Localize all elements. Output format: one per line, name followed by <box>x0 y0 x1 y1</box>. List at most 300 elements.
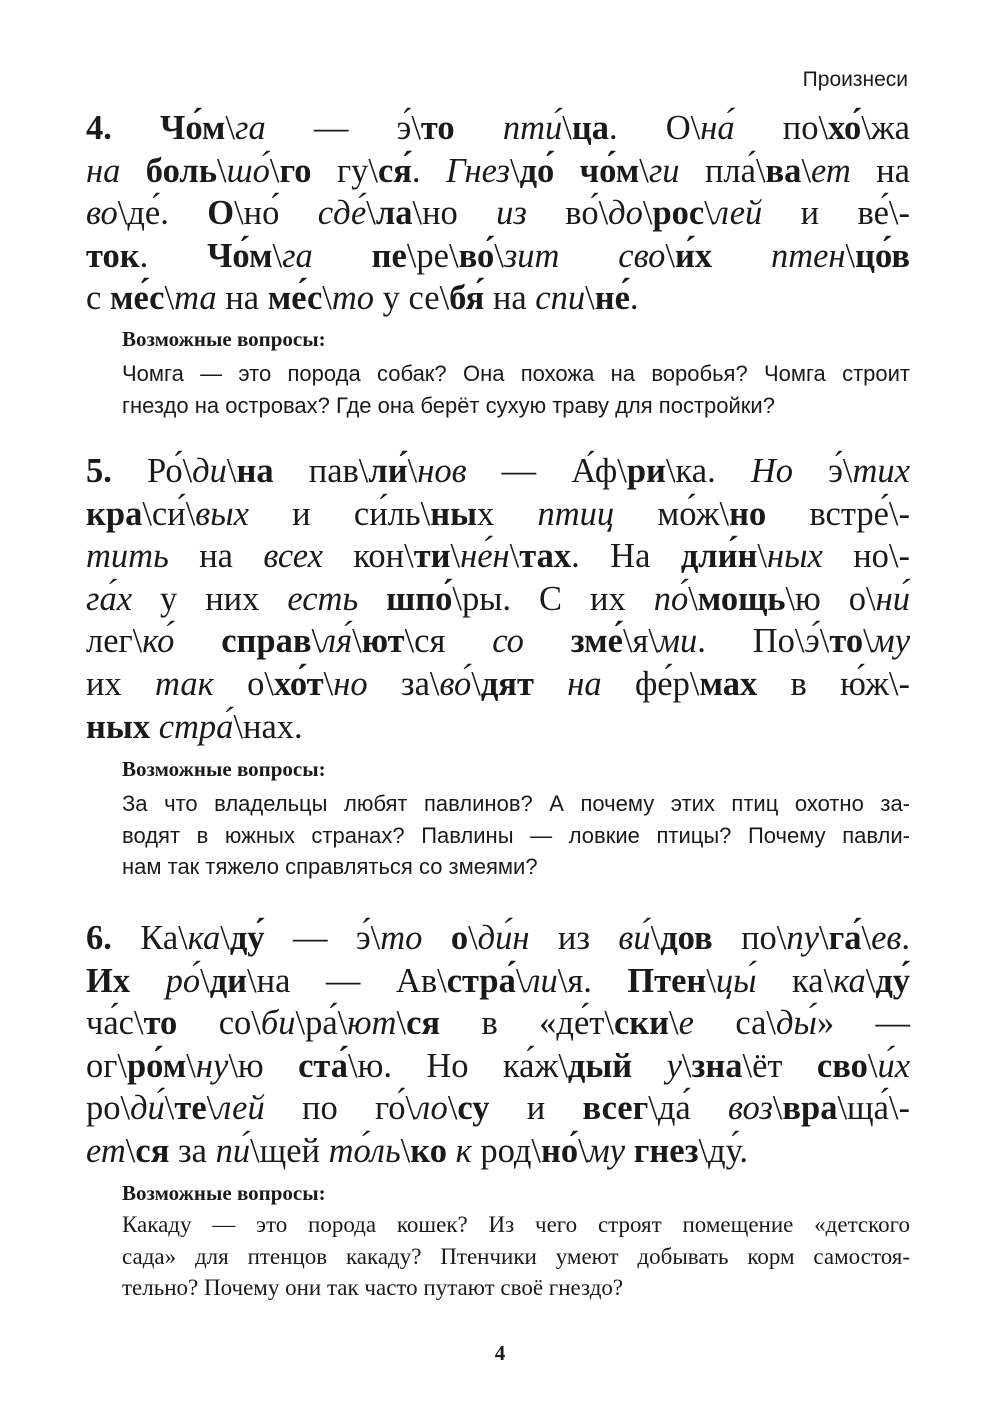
syllable-segment: дов <box>660 919 713 957</box>
syllable-segment: пе <box>371 236 407 275</box>
syllable-segment: на <box>86 151 121 190</box>
syllable-segment: мощь <box>697 579 786 618</box>
syllable-segment: \ <box>366 194 376 233</box>
syllable-segment: ди <box>192 452 227 490</box>
syllable-segment: \да́ <box>648 1089 728 1128</box>
syllable-segment: мо́ж\ <box>614 494 730 533</box>
syllable-segment: в ю́ж\- <box>757 664 910 703</box>
syllable-segment: 6. <box>86 919 112 957</box>
syllable-segment: кра <box>86 494 143 533</box>
syllable-segment: до́ чо́м <box>519 151 640 190</box>
syllable-segment: го <box>279 151 312 190</box>
syllable-segment: му <box>587 1131 626 1170</box>
syllable-segment: \си́\ <box>142 494 196 533</box>
syllable-segment: \ <box>639 151 649 190</box>
syllable-segment: и ве́\- <box>762 194 910 233</box>
syllable-segment: стра́ <box>158 707 234 746</box>
syllable-segment: \ <box>164 1089 175 1128</box>
exercise-line <box>86 1087 910 1130</box>
syllable-segment: . О\ <box>608 109 701 147</box>
syllable-segment: ла <box>375 194 413 233</box>
syllable-segment: лей <box>713 194 763 233</box>
syllable-segment: птен <box>770 236 846 275</box>
syllable-segment: птиц <box>537 494 615 533</box>
questions-text <box>122 788 910 883</box>
syllable-segment: и́х <box>877 1046 911 1085</box>
syllable-segment: их <box>86 664 156 703</box>
syllable-segment: из <box>496 194 527 233</box>
syllable-segment: \ <box>706 961 716 1000</box>
syllable-segment: э́\ <box>793 452 853 490</box>
syllable-segment: на <box>850 151 910 190</box>
syllable-segment: \щей <box>250 1131 329 1170</box>
syllable-segment: на <box>484 279 536 318</box>
syllable-segment: ду́ <box>875 961 911 1000</box>
syllable-segment: по\ <box>712 919 787 957</box>
syllable-segment: род\ <box>471 1131 542 1170</box>
exercise-line <box>86 192 910 235</box>
syllable-segment: . <box>901 919 911 957</box>
syllable-segment: ме́с <box>109 279 165 318</box>
syllable-segment: во́ <box>458 236 495 275</box>
syllable-segment: Ка\ <box>111 919 188 957</box>
syllable-segment: — э́\ <box>265 109 421 147</box>
syllable-segment: на́ <box>700 109 735 147</box>
syllable-segment: сде́ <box>317 194 367 233</box>
syllable-segment: э́ <box>804 622 820 661</box>
syllable-segment: ва <box>765 151 802 190</box>
syllable-segment: за <box>169 1131 216 1170</box>
syllable-segment: ча́с\ <box>86 1004 144 1043</box>
exercise-4-text <box>86 107 910 320</box>
exercise-line <box>86 150 910 193</box>
syllable-segment: . На <box>571 537 681 576</box>
syllable-segment: на <box>168 537 264 576</box>
syllable-segment: ет <box>86 1131 126 1170</box>
syllable-segment: \ <box>200 961 210 1000</box>
syllable-segment: не́ <box>594 279 630 318</box>
syllable-segment: — А́ф\ <box>466 452 627 490</box>
exercise-line <box>86 578 910 621</box>
syllable-segment: сво <box>816 1046 868 1085</box>
syllable-segment <box>313 237 372 275</box>
syllable-segment: хо́т <box>273 664 324 703</box>
syllable-segment: воз <box>728 1089 773 1128</box>
syllable-segment: \ <box>757 537 767 576</box>
syllable-segment: ста́ <box>298 1046 348 1085</box>
syllable-segment: \ <box>225 109 236 147</box>
syllable-segment: ли <box>525 961 558 1000</box>
syllable-segment: ка <box>187 919 221 957</box>
syllable-segment: ют <box>347 1004 397 1043</box>
syllable-segment: \ <box>688 579 698 618</box>
exercise-line <box>86 107 910 150</box>
syllable-segment: те <box>174 1089 207 1128</box>
syllable-segment: ти <box>413 537 451 576</box>
syllable-segment <box>174 622 221 660</box>
syllable-segment: \ <box>515 961 526 1000</box>
syllable-segment: Чо́м <box>207 236 273 275</box>
syllable-segment: \ <box>772 1089 783 1128</box>
syllable-segment: зит <box>503 236 560 275</box>
syllable-segment: са\ <box>693 1004 776 1043</box>
questions-text <box>122 358 910 421</box>
syllable-segment: \ <box>400 1131 411 1170</box>
syllable-segment: \ <box>226 452 237 490</box>
syllable-segment: е <box>678 1004 694 1043</box>
syllable-segment: \ю. Но ка́ж\ <box>348 1046 568 1085</box>
exercise-line <box>86 917 910 960</box>
syllable-segment: \ <box>494 236 504 275</box>
syllable-segment: ги <box>648 151 680 190</box>
syllable-segment: \ <box>471 664 481 703</box>
syllable-segment: дят <box>480 664 534 703</box>
syllable-segment: во́ <box>439 664 472 703</box>
syllable-segment: дли́н <box>680 537 758 576</box>
exercise-line <box>86 663 910 706</box>
exercise-line <box>86 493 910 536</box>
syllable-segment: Гнез <box>445 151 510 190</box>
syllable-segment: \ду́. <box>698 1131 749 1170</box>
syllable-segment: шо́ <box>226 151 270 190</box>
syllable-segment: у них <box>132 579 288 618</box>
syllable-segment: \ <box>447 1089 458 1128</box>
syllable-segment: пав\ <box>273 452 369 490</box>
syllable-segment: ме́с <box>267 279 323 318</box>
syllable-segment: \ся <box>404 622 493 661</box>
exercise-line <box>86 706 910 749</box>
syllable-segment: то́ль <box>328 1131 401 1170</box>
syllable-segment: га́х <box>86 579 133 618</box>
syllable-segment: кон\ <box>322 537 414 576</box>
syllable-segment <box>712 237 771 275</box>
syllable-segment: то <box>331 279 375 318</box>
question-line: За что владельцы любят павлинов? А почему этих птиц охотно за- <box>122 791 910 816</box>
syllable-segment: х <box>477 494 538 533</box>
syllable-segment: » — <box>816 1004 910 1043</box>
syllable-segment: \ща́\- <box>837 1089 910 1128</box>
questions-heading: Возможные вопросы: <box>122 327 326 351</box>
syllable-segment: о <box>450 919 469 957</box>
syllable-segment: ны <box>430 494 478 533</box>
syllable-segment: \ <box>861 919 872 957</box>
syllable-segment: \ <box>450 537 461 576</box>
syllable-segment: ко <box>410 1131 447 1170</box>
syllable-segment: тах <box>519 537 572 576</box>
syllable-segment: \ <box>269 151 280 190</box>
syllable-segment: му <box>872 622 911 661</box>
syllable-segment: цо́в <box>855 236 911 275</box>
syllable-segment: но <box>729 494 767 533</box>
syllable-segment: 4. Чо́м <box>86 109 226 147</box>
syllable-segment: \ <box>585 279 595 318</box>
syllable-segment: ет <box>811 151 851 190</box>
syllable-segment: у <box>666 1046 682 1085</box>
syllable-segment: . <box>629 279 639 318</box>
syllable-segment: ев <box>871 919 902 957</box>
syllable-segment: \ <box>216 151 227 190</box>
syllable-segment: \ <box>681 1046 692 1085</box>
syllable-segment: \ <box>819 622 830 661</box>
syllable-segment: та <box>174 279 217 318</box>
syllable-segment: фе́р\ <box>601 664 700 703</box>
syllable-segment: на <box>236 452 274 490</box>
syllable-segment: бя́ <box>449 279 485 318</box>
syllable-segment <box>625 1132 634 1170</box>
page-number: 4 <box>494 1341 506 1365</box>
syllable-segment: ну <box>195 1046 229 1085</box>
syllable-segment: \жа <box>861 109 910 147</box>
syllable-segment: \ <box>396 1004 407 1043</box>
syllable-segment <box>524 622 571 660</box>
syllable-segment: и си́ль\ <box>248 494 431 533</box>
syllable-segment <box>534 665 567 703</box>
syllable-segment: \ра́\ <box>295 1004 348 1043</box>
syllable-segment: Ро́\ <box>111 452 193 490</box>
syllable-segment <box>455 109 503 147</box>
syllable-segment: \ <box>801 151 812 190</box>
syllable-segment <box>150 708 159 746</box>
syllable-segment: \ <box>509 537 520 576</box>
syllable-segment: \ <box>845 236 856 275</box>
syllable-segment <box>130 962 166 1000</box>
syllable-segment: пи́ <box>215 1131 251 1170</box>
syllable-segment: со <box>492 622 524 661</box>
exercise-line <box>86 1002 910 1045</box>
syllable-segment: ся <box>135 1131 170 1170</box>
syllable-segment: дый <box>567 1046 633 1085</box>
syllable-segment: \ка. <box>665 452 751 490</box>
syllable-segment: ди́ <box>130 1089 165 1128</box>
syllable-segment: так <box>155 664 214 703</box>
syllable-segment: лей <box>216 1089 265 1128</box>
syllable-segment: га́ <box>828 919 862 957</box>
syllable-segment: Птен <box>627 961 707 1000</box>
syllable-segment: то <box>420 109 455 147</box>
syllable-segment: пти́ <box>502 109 563 147</box>
syllable-segment: пу <box>786 919 819 957</box>
syllable-segment: сво <box>618 236 666 275</box>
exercise-6-text <box>86 917 910 1173</box>
syllable-segment: \ <box>578 1131 588 1170</box>
syllable-segment <box>422 919 450 957</box>
exercise-5-text <box>86 450 910 748</box>
syllable-segment: \ю о\ <box>785 579 876 618</box>
questions-text <box>122 1209 910 1304</box>
syllable-segment: \ <box>704 194 714 233</box>
syllable-segment: гнез <box>633 1131 699 1170</box>
syllable-segment: то <box>829 622 864 661</box>
exercise-line <box>86 620 910 663</box>
question-line: Какаду — это порода кошек? Из чего строят помещение «детского <box>122 1212 910 1237</box>
syllable-segment: вра <box>782 1089 838 1128</box>
running-header: Произнеси <box>802 68 908 91</box>
syllable-segment: . <box>139 236 208 275</box>
syllable-segment: би <box>260 1004 296 1043</box>
syllable-segment: на <box>567 664 602 703</box>
syllable-segment: лег\ <box>86 622 143 661</box>
syllable-segment: ду́ <box>229 919 265 957</box>
syllable-segment: \ <box>220 919 230 957</box>
syllable-segment: ко́ <box>142 622 175 661</box>
syllable-segment: ца <box>571 109 609 147</box>
syllable-segment: . <box>411 151 446 190</box>
syllable-segment: ри <box>626 452 666 490</box>
syllable-segment: \но <box>412 194 497 233</box>
syllable-segment: к <box>455 1131 472 1170</box>
syllable-segment: \ <box>865 961 876 1000</box>
syllable-segment: Их <box>86 961 131 1000</box>
syllable-segment: стра́ <box>446 961 516 1000</box>
syllable-segment: встре́\- <box>766 494 910 533</box>
syllable-segment: цы́ <box>715 961 757 1000</box>
syllable-segment: \ <box>322 279 332 318</box>
syllable-segment: ды́ <box>776 1004 817 1043</box>
syllable-segment: по го́\ <box>264 1089 416 1128</box>
syllable-segment: то <box>143 1004 178 1043</box>
syllable-segment: до <box>608 194 643 233</box>
syllable-segment: ро\ <box>86 1089 131 1128</box>
syllable-segment <box>632 1047 666 1085</box>
syllable-segment: ли́ <box>368 452 408 490</box>
syllable-segment: по\ <box>734 109 829 147</box>
question-line: Чомга — это порода собак? Она похожа на воробья? Чомга строит <box>122 361 910 386</box>
syllable-segment: из <box>529 919 619 957</box>
syllable-segment: \ <box>311 622 322 661</box>
question-line: водят в южных странах? Павлины — ловкие птицы? Почему павли- <box>122 822 910 848</box>
exercise-line <box>86 1130 910 1173</box>
syllable-segment: нов <box>417 452 467 490</box>
syllable-segment: тить <box>86 537 169 576</box>
syllable-segment: по́ <box>653 579 689 618</box>
syllable-segment: \ <box>669 1004 679 1043</box>
exercise-line <box>86 1045 910 1088</box>
syllable-segment: и́х <box>674 236 713 275</box>
syllable-segment: ски <box>613 1004 670 1043</box>
syllable-segment: в «де́т\ <box>440 1004 614 1043</box>
syllable-segment: ка <box>833 961 866 1000</box>
syllable-segment: тих <box>852 452 910 490</box>
syllable-segment: \де́. <box>117 194 208 233</box>
syllable-segment: то <box>380 919 423 957</box>
syllable-segment: за\ <box>367 664 440 703</box>
syllable-segment: боль <box>145 151 217 190</box>
syllable-segment: всег <box>582 1089 649 1128</box>
syllable-segment: \ <box>665 236 675 275</box>
question-line: нам так тяжело справляться со змеями? <box>122 854 538 879</box>
syllable-segment: у се\ <box>374 279 450 318</box>
syllable-segment: пла́\ <box>679 151 766 190</box>
syllable-segment: \ <box>323 664 334 703</box>
syllable-segment: ся <box>406 1004 441 1043</box>
syllable-segment: \я\ <box>622 622 659 661</box>
syllable-segment: и <box>489 1089 583 1128</box>
syllable-segment: \ <box>352 622 362 661</box>
syllable-segment: \ <box>509 151 520 190</box>
syllable-segment: справ <box>221 622 312 661</box>
syllable-segment: \ре\ <box>406 236 459 275</box>
syllable-segment: но́ <box>541 1131 579 1170</box>
syllable-segment: Но <box>750 452 793 490</box>
syllable-segment: ных <box>86 707 151 746</box>
syllable-segment: \ <box>642 194 653 233</box>
syllable-segment: но <box>333 664 368 703</box>
syllable-segment <box>358 580 386 618</box>
syllable-segment: \ <box>818 919 829 957</box>
syllable-segment: во <box>86 194 118 233</box>
syllable-segment: ля́ <box>321 622 353 661</box>
syllable-segment: \но́ <box>234 194 318 233</box>
syllable-segment: гу\ <box>311 151 378 190</box>
syllable-segment: \ <box>407 452 418 490</box>
syllable-segment: мах <box>699 664 758 703</box>
syllable-segment: ток <box>86 236 140 275</box>
syllable-segment: \на — Ав\ <box>247 961 447 1000</box>
syllable-segment: ро́ <box>165 961 201 1000</box>
syllable-segment: зме́ <box>570 622 623 661</box>
syllable-segment: ют <box>361 622 405 661</box>
exercise-line <box>86 535 910 578</box>
syllable-segment: хо́ <box>828 109 862 147</box>
syllable-segment: \ <box>125 1131 136 1170</box>
question-line: сада» для птенцов какаду? Птенчики умеют добывать корм самостоя- <box>122 1243 910 1269</box>
syllable-segment: но\- <box>822 537 910 576</box>
syllable-segment: \ <box>164 279 175 318</box>
syllable-segment: \я. <box>557 961 628 1000</box>
syllable-segment: га <box>235 109 266 147</box>
syllable-segment: всех <box>263 537 323 576</box>
exercise-line <box>86 960 910 1003</box>
syllable-segment: о\ <box>213 664 274 703</box>
syllable-segment: О <box>207 194 235 233</box>
syllable-segment: . По\ <box>697 622 805 661</box>
exercise-line <box>86 277 910 320</box>
syllable-segment: ди <box>209 961 248 1000</box>
syllable-segment: ди́н <box>477 919 530 957</box>
syllable-segment: — э́\ <box>264 919 381 957</box>
syllable-segment: с <box>86 279 110 318</box>
syllable-segment: \ <box>272 236 283 275</box>
syllable-segment: \ёт <box>742 1046 817 1085</box>
syllable-segment: \ры. С их <box>452 579 654 618</box>
question-line: тельно? Почему они так часто путают своё гнездо? <box>122 1275 624 1300</box>
syllable-segment: ло <box>415 1089 448 1128</box>
syllable-segment: со\ <box>177 1004 261 1043</box>
syllable-segment: су <box>457 1089 490 1128</box>
syllable-segment: спи <box>535 279 586 318</box>
syllable-segment: ро́м <box>127 1046 187 1085</box>
exercise-line <box>86 235 910 278</box>
syllable-segment: \ <box>468 919 478 957</box>
syllable-segment: ог\ <box>86 1046 127 1085</box>
syllable-segment: 5. <box>86 452 112 490</box>
syllable-segment: шпо́ <box>386 579 453 618</box>
syllable-segment: \ <box>867 1046 878 1085</box>
syllable-segment: га <box>282 236 313 275</box>
syllable-segment: не́н <box>460 537 510 576</box>
syllable-segment <box>559 237 618 275</box>
syllable-segment: ся́ <box>377 151 412 190</box>
syllable-segment: ми <box>658 622 698 661</box>
syllable-segment: ви́ <box>618 919 651 957</box>
syllable-segment: есть <box>287 579 359 618</box>
syllable-segment: \ <box>186 1046 196 1085</box>
syllable-segment <box>120 152 145 190</box>
syllable-segment: во́\ <box>526 194 609 233</box>
syllable-segment: ных <box>766 537 823 576</box>
questions-heading: Возможные вопросы: <box>122 757 326 781</box>
syllable-segment: вых <box>195 494 249 533</box>
